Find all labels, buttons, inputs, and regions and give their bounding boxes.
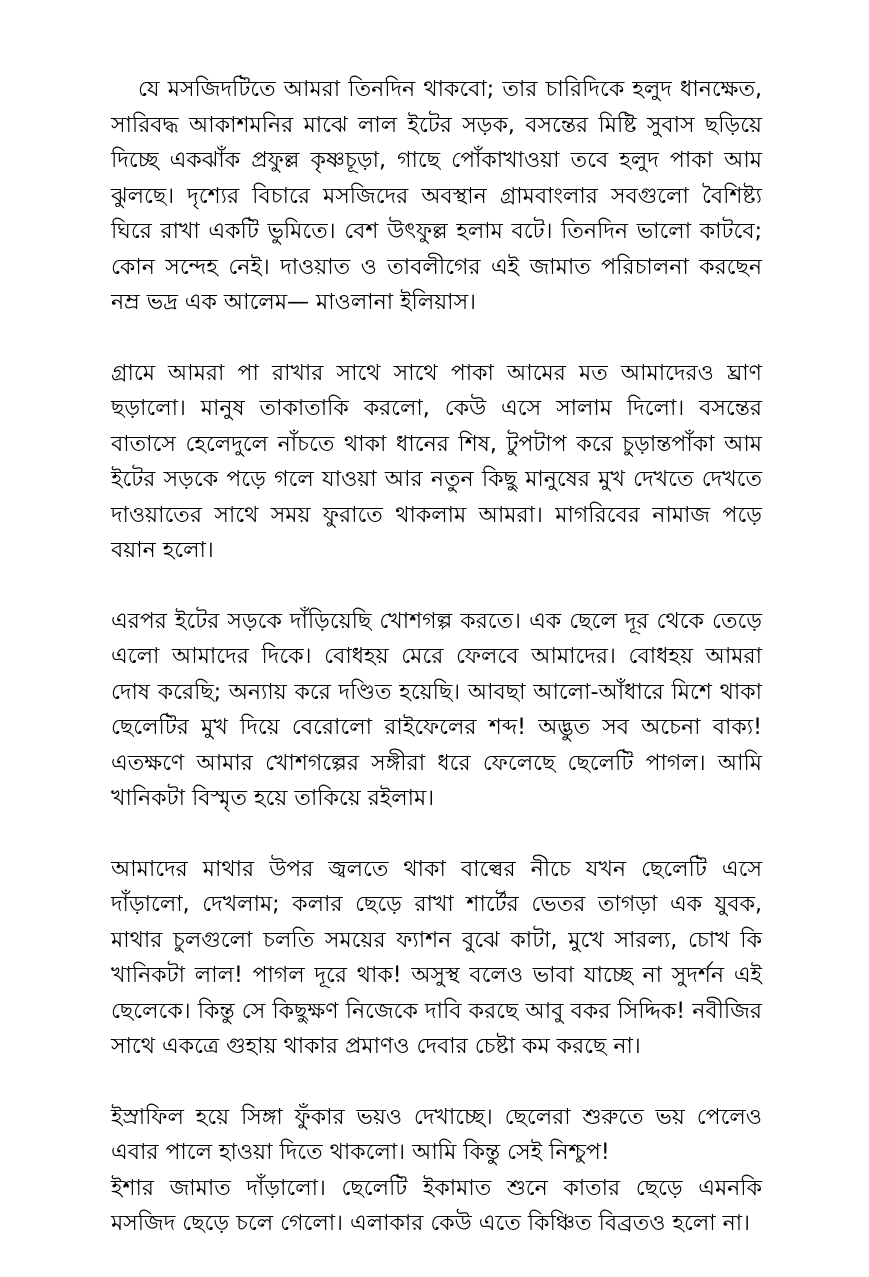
document-page	[111, 72, 762, 1277]
paragraph: যে মসজিদটিতে আমরা তিনদিন থাকবো; তার চারিদিকে হলুদ ধানক্ষেত, সারিবদ্ধ আকাশমনির মাঝে লাল ইটের সড়ক, বসন্তের মিষ্টি সুবাস ছড়িয়ে দিচ্ছে একঝাঁক প্রফুল্ল কৃষ্ণচূড়া, গাছে পোঁকাখাওয়া তবে হলুদ পাকা আম ঝুলছে। দৃশ্যের বিচারে মসজিদের অবস্থান গ্রামবাংলার সবগুলো বৈশিষ্ট্য ঘিরে রাখা একটি ভুমিতে। বেশ উৎফুল্ল হলাম বটে। তিনদিন ভালো কাটবে; কোন সন্দেহ নেই। দাওয়াত ও তাবলীগের এই জামাত পরিচালনা করছেন নম্র ভদ্র এক আলেম— মাওলানা ইলিয়াস।	[111, 77, 762, 315]
paragraph: আমাদের মাথার উপর জ্বলতে থাকা বাল্বের নীচে যখন ছেলেটি এসে দাঁড়ালো, দেখলাম; কলার ছেড়ে রাখা শার্টের ভেতর তাগড়া এক যুবক, মাথার চুলগুলো চলতি সময়ের ফ্যাশন বুঝে কাটা, মুখে সারল্য, চোখ কি খানিকটা লাল! পাগল দূরে থাক! অসুস্থ বলেও ভাবা যাচ্ছে না সুদর্শন এই ছেলেকে। কিন্তু সে কিছুক্ষণ নিজেকে দাবি করছে আবু বকর সিদ্দিক! নবীজির সাথে একত্রে গুহায় থাকার প্রমাণও দেবার চেষ্টা কম করছে না।	[111, 856, 762, 1059]
paragraph: ইস্রাফিল হয়ে সিঙ্গা ফুঁকার ভয়ও দেখাচ্ছে। ছেলেরা শুরুতে ভয় পেলেও এবার পালে হাওয়া দিতে থাকলো। আমি কিন্তু সেই নিশ্চুপ!	[111, 1104, 762, 1165]
paragraph: ইশার জামাত দাঁড়ালো। ছেলেটি ইকামাত শুনে কাতার ছেড়ে এমনকি মসজিদ ছেড়ে চলে গেলো। এলাকার কেউ এতে কিঞ্চিত বিব্রতও হলো না।	[111, 1175, 762, 1236]
paragraph: এরপর ইটের সড়কে দাঁড়িয়েছি খোশগল্প করতে। এক ছেলে দূর থেকে তেড়ে এলো আমাদের দিকে। বোধহয় মেরে ফেলবে আমাদের। বোধহয় আমরা দোষ করেছি; অন্যায় করে দণ্ডিত হয়েছি। আবছা আলো-আঁধারে মিশে থাকা ছেলেটির মুখ দিয়ে বেরোলো রাইফেলের শব্দ! অদ্ভুত সব অচেনা বাক্য! এতক্ষণে আমার খোশগল্পের সঙ্গীরা ধরে ফেলেছে ছেলেটি পাগল। আমি খানিকটা বিস্মৃত হয়ে তাকিয়ে রইলাম।	[111, 608, 762, 811]
paragraph: গ্রামে আমরা পা রাখার সাথে সাথে পাকা আমের মত আমাদেরও ঘ্রাণ ছড়ালো। মানুষ তাকাতাকি করলো, কেউ এসে সালাম দিলো। বসন্তের বাতাসে হেলেদুলে নাঁচতে থাকা ধানের শিষ, টুপটাপ করে চুড়ান্তপাঁকা আম ইটের সড়কে পড়ে গলে যাওয়া আর নতুন কিছু মানুষের মুখ দেখতে দেখতে দাওয়াতের সাথে সময় ফুরাতে থাকলাম আমরা। মাগরিবের নামাজ পড়ে বয়ান হলো।	[111, 360, 762, 563]
